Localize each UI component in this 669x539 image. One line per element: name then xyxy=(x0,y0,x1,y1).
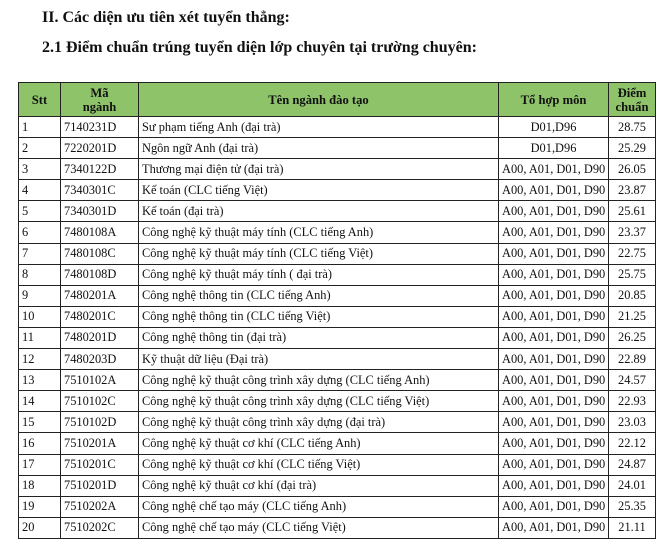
cell-stt: 20 xyxy=(19,517,61,538)
cell-stt: 3 xyxy=(19,159,61,180)
table-row xyxy=(19,243,656,264)
cell-ma-nganh: 7480108C xyxy=(61,243,139,264)
table-row xyxy=(19,222,656,243)
cell-to-hop: A00, A01, D01, D90 xyxy=(499,306,609,327)
cell-diem-chuan: 26.05 xyxy=(609,159,656,180)
cell-stt: 1 xyxy=(19,117,61,138)
cell-ten-nganh: Công nghệ kỹ thuật cơ khí (đại trà) xyxy=(139,475,499,496)
cell-to-hop: A00, A01, D01, D90 xyxy=(499,496,609,517)
table-row xyxy=(19,201,656,222)
header-diem-chuan xyxy=(609,83,656,117)
cell-diem-chuan: 23.87 xyxy=(609,180,656,201)
table-body xyxy=(19,117,656,539)
table-row xyxy=(19,370,656,391)
cell-ma-nganh: 7340122D xyxy=(61,159,139,180)
cell-stt: 2 xyxy=(19,138,61,159)
cell-stt: 9 xyxy=(19,285,61,306)
cell-ten-nganh: Kỹ thuật dữ liệu (Đại trà) xyxy=(139,349,499,370)
cell-diem-chuan: 28.75 xyxy=(609,117,656,138)
cell-ma-nganh: 7340301D xyxy=(61,201,139,222)
cell-ten-nganh: Sư phạm tiếng Anh (đại trà) xyxy=(139,117,499,138)
cell-stt: 17 xyxy=(19,454,61,475)
header-ma-nganh xyxy=(61,83,139,117)
cell-ma-nganh: 7480201D xyxy=(61,327,139,348)
header-row xyxy=(19,83,656,117)
cell-ten-nganh: Công nghệ kỹ thuật công trình xây dựng (CLC tiếng Việt) xyxy=(139,391,499,412)
cell-ma-nganh: 7480108A xyxy=(61,222,139,243)
cell-to-hop: D01,D96 xyxy=(499,138,609,159)
cell-diem-chuan: 26.25 xyxy=(609,327,656,348)
cell-ten-nganh: Thương mại điện tử (đại trà) xyxy=(139,159,499,180)
table-row xyxy=(19,496,656,517)
header-ma-nganh-line1: Mã xyxy=(90,85,109,100)
table-row xyxy=(19,454,656,475)
table-row xyxy=(19,433,656,454)
cell-to-hop: A00, A01, D01, D90 xyxy=(499,454,609,475)
cell-diem-chuan: 21.11 xyxy=(609,517,656,538)
cell-ten-nganh: Công nghệ kỹ thuật máy tính (CLC tiếng Anh) xyxy=(139,222,499,243)
table-row xyxy=(19,138,656,159)
cell-ma-nganh: 7510102C xyxy=(61,391,139,412)
cell-ten-nganh: Công nghệ kỹ thuật máy tính ( đại trà) xyxy=(139,264,499,285)
cell-stt: 19 xyxy=(19,496,61,517)
cell-ma-nganh: 7510202A xyxy=(61,496,139,517)
cell-stt: 7 xyxy=(19,243,61,264)
header-stt: Stt xyxy=(19,83,61,117)
cell-to-hop: A00, A01, D01, D90 xyxy=(499,349,609,370)
section-title: II. Các diện ưu tiên xét tuyển thẳng: xyxy=(42,9,290,26)
cell-stt: 10 xyxy=(19,306,61,327)
cell-stt: 4 xyxy=(19,180,61,201)
cell-stt: 16 xyxy=(19,433,61,454)
cell-diem-chuan: 25.35 xyxy=(609,496,656,517)
table-row xyxy=(19,517,656,538)
cell-ma-nganh: 7510102A xyxy=(61,370,139,391)
cell-stt: 12 xyxy=(19,349,61,370)
header-ma-nganh-line2: ngành xyxy=(82,99,117,114)
cell-to-hop: A00, A01, D01, D90 xyxy=(499,201,609,222)
cell-diem-chuan: 25.29 xyxy=(609,138,656,159)
cell-stt: 8 xyxy=(19,264,61,285)
table-row xyxy=(19,412,656,433)
cell-diem-chuan: 25.61 xyxy=(609,201,656,222)
cell-to-hop: A00, A01, D01, D90 xyxy=(499,391,609,412)
cell-ma-nganh: 7480201C xyxy=(61,306,139,327)
cell-to-hop: A00, A01, D01, D90 xyxy=(499,370,609,391)
table-row xyxy=(19,391,656,412)
table-row xyxy=(19,159,656,180)
table-row xyxy=(19,180,656,201)
cell-ma-nganh: 7510201C xyxy=(61,454,139,475)
cell-diem-chuan: 24.01 xyxy=(609,475,656,496)
cell-diem-chuan: 20.85 xyxy=(609,285,656,306)
cell-ten-nganh: Công nghệ thông tin (đại trà) xyxy=(139,327,499,348)
cell-to-hop: A00, A01, D01, D90 xyxy=(499,475,609,496)
cell-ten-nganh: Công nghệ kỹ thuật công trình xây dựng (đại trà) xyxy=(139,412,499,433)
cell-stt: 18 xyxy=(19,475,61,496)
cell-ma-nganh: 7140231D xyxy=(61,117,139,138)
cell-diem-chuan: 21.25 xyxy=(609,306,656,327)
cell-stt: 15 xyxy=(19,412,61,433)
cell-ten-nganh: Công nghệ thông tin (CLC tiếng Anh) xyxy=(139,285,499,306)
cell-to-hop: A00, A01, D01, D90 xyxy=(499,159,609,180)
cell-diem-chuan: 22.89 xyxy=(609,349,656,370)
cell-to-hop: A00, A01, D01, D90 xyxy=(499,517,609,538)
cell-diem-chuan: 25.75 xyxy=(609,264,656,285)
cell-ten-nganh: Kế toán (CLC tiếng Việt) xyxy=(139,180,499,201)
cell-to-hop: A00, A01, D01, D90 xyxy=(499,327,609,348)
table-header xyxy=(19,83,656,117)
cell-ten-nganh: Công nghệ thông tin (CLC tiếng Việt) xyxy=(139,306,499,327)
table-row xyxy=(19,306,656,327)
table-row xyxy=(19,475,656,496)
table-row xyxy=(19,327,656,348)
cell-ma-nganh: 7480201A xyxy=(61,285,139,306)
cell-ten-nganh: Công nghệ kỹ thuật cơ khí (CLC tiếng Anh) xyxy=(139,433,499,454)
table-row xyxy=(19,117,656,138)
cell-ten-nganh: Công nghệ chế tạo máy (CLC tiếng Anh) xyxy=(139,496,499,517)
admission-score-table xyxy=(18,82,656,539)
cell-to-hop: A00, A01, D01, D90 xyxy=(499,243,609,264)
cell-ten-nganh: Ngôn ngữ Anh (đại trà) xyxy=(139,138,499,159)
cell-ma-nganh: 7340301C xyxy=(61,180,139,201)
cell-to-hop: A00, A01, D01, D90 xyxy=(499,412,609,433)
cell-diem-chuan: 23.03 xyxy=(609,412,656,433)
cell-diem-chuan: 23.37 xyxy=(609,222,656,243)
cell-diem-chuan: 22.12 xyxy=(609,433,656,454)
cell-ma-nganh: 7510102D xyxy=(61,412,139,433)
cell-ten-nganh: Công nghệ chế tạo máy (CLC tiếng Việt) xyxy=(139,517,499,538)
cell-stt: 11 xyxy=(19,327,61,348)
cell-ma-nganh: 7480108D xyxy=(61,264,139,285)
cell-diem-chuan: 24.87 xyxy=(609,454,656,475)
cell-ma-nganh: 7510202C xyxy=(61,517,139,538)
cell-ma-nganh: 7510201D xyxy=(61,475,139,496)
table-row xyxy=(19,349,656,370)
cell-to-hop: A00, A01, D01, D90 xyxy=(499,285,609,306)
cell-to-hop: A00, A01, D01, D90 xyxy=(499,222,609,243)
cell-stt: 6 xyxy=(19,222,61,243)
header-diem-line2: chuẩn xyxy=(615,99,649,114)
subsection-title: 2.1 Điểm chuẩn trúng tuyển diện lớp chuyên tại trường chuyên: xyxy=(42,39,477,56)
cell-stt: 5 xyxy=(19,201,61,222)
cell-stt: 13 xyxy=(19,370,61,391)
cell-diem-chuan: 24.57 xyxy=(609,370,656,391)
header-diem-line1: Điểm xyxy=(617,85,647,100)
header-to-hop: Tổ hợp môn xyxy=(499,83,609,117)
cell-diem-chuan: 22.75 xyxy=(609,243,656,264)
header-ten-nganh: Tên ngành đào tạo xyxy=(139,83,499,117)
cell-to-hop: A00, A01, D01, D90 xyxy=(499,264,609,285)
cell-ma-nganh: 7220201D xyxy=(61,138,139,159)
cell-stt: 14 xyxy=(19,391,61,412)
cell-ten-nganh: Kế toán (đại trà) xyxy=(139,201,499,222)
cell-ten-nganh: Công nghệ kỹ thuật công trình xây dựng (CLC tiếng Anh) xyxy=(139,370,499,391)
cell-to-hop: D01,D96 xyxy=(499,117,609,138)
cell-ma-nganh: 7510201A xyxy=(61,433,139,454)
table-row xyxy=(19,285,656,306)
cell-to-hop: A00, A01, D01, D90 xyxy=(499,180,609,201)
cell-ten-nganh: Công nghệ kỹ thuật máy tính (CLC tiếng Việt) xyxy=(139,243,499,264)
table-row xyxy=(19,264,656,285)
cell-ma-nganh: 7480203D xyxy=(61,349,139,370)
cell-to-hop: A00, A01, D01, D90 xyxy=(499,433,609,454)
cell-ten-nganh: Công nghệ kỹ thuật cơ khí (CLC tiếng Việt) xyxy=(139,454,499,475)
cell-diem-chuan: 22.93 xyxy=(609,391,656,412)
